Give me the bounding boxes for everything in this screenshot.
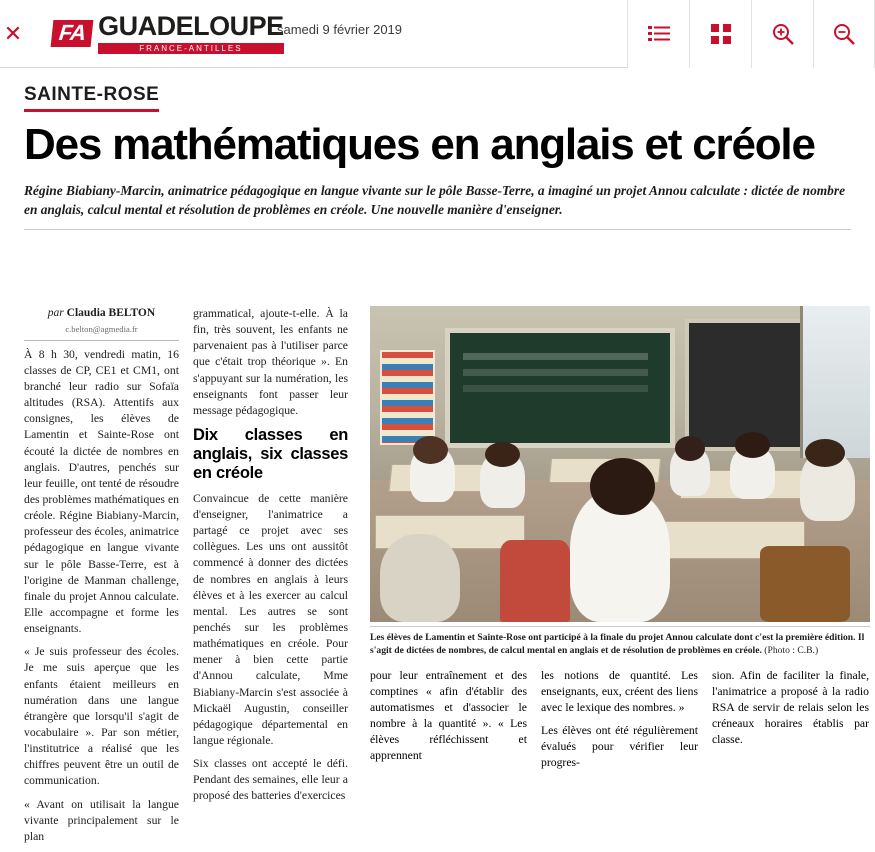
- paragraph: pour leur entraînement et des comptines « afin d'établir des automatismes et d'associer le nombre à la quantité ». « Les élèves réfléchissent et apprennent: [370, 668, 527, 763]
- paragraph: les notions de quantité. Les enseignants, eux, créent des liens avec le lexique des nombres. »: [541, 668, 698, 714]
- article-page: [0, 68, 875, 843]
- header-divider: [24, 229, 851, 230]
- left-columns: [24, 306, 348, 852]
- photo-credit: (Photo : C.B.): [764, 644, 819, 656]
- photo-caption: [370, 626, 870, 658]
- lower-column-one: [370, 668, 527, 779]
- paragraph: À 8 h 30, vendredi matin, 16 classes de CP, CE1 et CM1, ont branché leur radio sur Sofaïa altitudes (RSA). Attentifs aux consignes, les élèves de Lamentin et Sainte-Rose ont écouté la dictée de nombres en anglais. D'autres, penchés sur leur feuille, ont tenté de résoudre des problèmes mathématiques en créole. Régine Biabiany-Marcin, professeur des écoles, animatrice pédagogique en langue vivante sur le pôle Basse-Terre, est à l'origine de Manman challenge, finale du projet Annou calculate. Elle accompagne et forme les enseignants.: [24, 347, 179, 636]
- paragraph: « Avant on utilisait la langue vivante principalement sur le plan: [24, 797, 179, 843]
- article-standfirst: Régine Biabiany-Marcin, animatrice pédagogique en langue vivante sur le pôle Basse-Terre, a imaginé un projet Annou calculate : dictée de nombre en anglais, calcul mental et résolution de problèmes en créole. Une nouvelle manière d'enseigner.: [24, 183, 846, 218]
- byline-author: Claudia BELTON: [66, 307, 156, 319]
- paragraph: « Je suis professeur des écoles. Je me suis aperçue que les enfants étaient meilleurs en numération dans une langue étrangère que lorsqu'il s'agit de vocabulaire ». Par son métier, l'institutrice a réalisé que les chiffres peuvent être un outil de communication.: [24, 645, 179, 788]
- paragraph: grammatical, ajoute-t-elle. À la fin, très souvent, les enfants ne parvenaient pas à l'utiliser parce que c'était trop théorique ». En s'appuyant sur la numération, les enseignants font passer leur message pédagogique.: [193, 307, 348, 417]
- article-headline: Des mathématiques en anglais et créole: [24, 120, 815, 169]
- byline-email: c.belton@agmedia.fr: [65, 323, 138, 334]
- section-subhead: Dix classes en anglais, six classes en créole: [193, 425, 348, 482]
- byline-divider: [24, 340, 179, 341]
- zoom-in-icon[interactable]: [751, 0, 813, 68]
- toolbar-actions: [627, 0, 875, 68]
- paragraph: Convaincue de cette manière d'enseigner, l'animatrice a partagé ce projet avec ses collègues. Les uns ont aussitôt commencé à donner des dictées de nombres en anglais à leurs élèves et à les exercer au calcul mental. Les autres se sont penchés sur les problèmes mathématiques en créole. Pour mener à bien cette partie d'Annou calculate, Mme Biabiany-Marcin s'est associée à Mickaël Augustin, conseiller pédagogique départemental en langue régionale.: [193, 491, 348, 747]
- brand-name: GUADELOUPE: [98, 11, 284, 41]
- lower-columns: [370, 668, 870, 779]
- byline: [24, 306, 179, 322]
- byline-prefix: par: [47, 307, 64, 319]
- caption-text: Les élèves de Lamentin et Sainte-Rose ont participé à la finale du projet Annou calculate dont c'est la première édition. Il s'agit de dictées de nombres, de calcul mental en anglais et de résolution de problèmes en créole.: [370, 632, 865, 656]
- article-kicker: SAINTE-ROSE: [24, 84, 159, 112]
- top-toolbar: [0, 0, 875, 68]
- column-two: [193, 306, 348, 852]
- brand-subtitle: FRANCE-ANTILLES: [98, 43, 284, 54]
- brand-logo: [52, 13, 284, 54]
- article-photo: [370, 306, 870, 622]
- paragraph: Les élèves ont été régulièrement évalués pour vérifier leur progres-: [541, 723, 698, 770]
- edition-date: samedi 9 février 2019: [277, 22, 403, 37]
- paragraph: sion. Afin de faciliter la finale, l'animatrice a proposé à la radio RSA de servir de relais selon les créneaux horaires établis par classe.: [712, 668, 869, 747]
- lower-column-two: [541, 668, 698, 779]
- close-icon[interactable]: ✕: [3, 20, 23, 46]
- brand-badge: FA: [51, 20, 94, 47]
- lower-column-three: [712, 668, 869, 779]
- photo-block: [370, 306, 870, 778]
- column-one: [24, 306, 179, 852]
- paragraph: Six classes ont accepté le défi. Pendant des semaines, elle leur a proposé des batteries d'exercices: [193, 757, 348, 803]
- zoom-out-icon[interactable]: [813, 0, 875, 68]
- grid-view-icon[interactable]: [689, 0, 751, 68]
- list-view-icon[interactable]: [627, 0, 689, 68]
